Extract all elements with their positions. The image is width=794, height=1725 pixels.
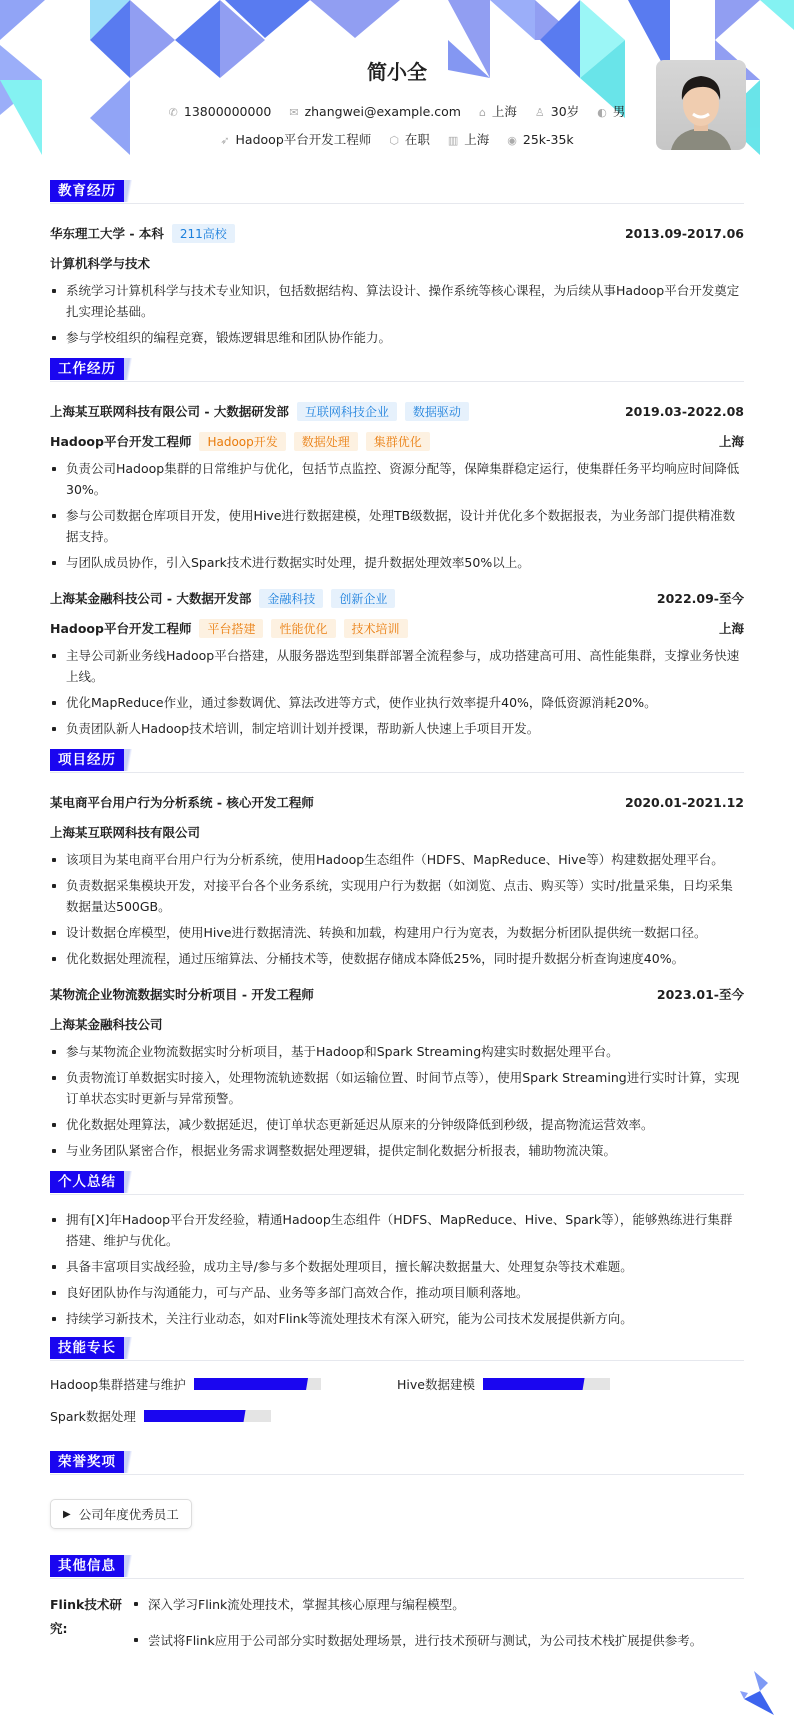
date: 2019.03-2022.08 [624, 403, 744, 419]
list-item: 负责数据采集模块开发，对接平台各个业务系统，实现用户行为数据（如浏览、点击、购买等）实时/批量采集，日均采集数据量达500GB。 [50, 875, 744, 917]
major: 计算机科学与技术 [50, 256, 151, 271]
list-item: 负责物流订单数据实时接入，处理物流轨迹数据（如运输位置、时间节点等），使用Spark Streaming进行实时计算，实现订单状态实时更新与异常预警。 [50, 1067, 744, 1109]
job-intent [50, 130, 744, 148]
list-item: 参与学校组织的编程竞赛，锻炼逻辑思维和团队协作能力。 [50, 327, 744, 348]
project-company: 上海某金融科技公司 [50, 1017, 163, 1032]
list-item: 与团队成员协作，引入Spark技术进行数据实时处理，提升数据处理效率50%以上。 [50, 552, 744, 573]
skill-tag: 技术培训 [344, 619, 408, 638]
company: 上海某互联网科技有限公司 - 大数据研发部 [50, 404, 289, 419]
location: 上海 [718, 621, 744, 636]
school-tag: 211高校 [172, 224, 235, 243]
skill-tag: 性能优化 [271, 619, 335, 638]
company: 上海某金融科技公司 - 大数据开发部 [50, 591, 252, 606]
list-item: 主导公司新业务线Hadoop平台搭建，从服务器选型到集群部署全流程参与，成功搭建高可用、高性能集群，支撑业务快速上线。 [50, 645, 744, 687]
role: Hadoop平台开发工程师 [50, 621, 192, 636]
project-title: 某物流企业物流数据实时分析项目 - 开发工程师 [50, 987, 314, 1002]
section-title: 教育经历 [50, 180, 124, 202]
candidate-name: 简小全 [367, 60, 427, 84]
list-item: 负责公司Hadoop集群的日常维护与优化，包括节点监控、资源分配等，保障集群稳定运行，使集群任务平均响应时间降低30%。 [50, 458, 744, 500]
job-status: 在职 [404, 132, 430, 147]
skill-tag: 数据处理 [294, 432, 358, 451]
phone-icon: ✆ [168, 106, 178, 119]
age: 30岁 [550, 104, 580, 119]
list-item: 优化数据处理算法，减少数据延迟，使订单状态更新延迟从原来的分钟级降低到秒级，提高物流运营效率。 [50, 1114, 744, 1135]
company-tag: 金融科技 [259, 589, 323, 608]
list-item: 优化MapReduce作业，通过参数调优、算法改进等方式，使作业执行效率提升40%，降低资源消耗20%。 [50, 692, 744, 713]
section-title: 荣誉奖项 [50, 1451, 124, 1473]
skill-bar-fill [194, 1378, 308, 1390]
skill-bar-fill [483, 1378, 585, 1390]
company-tag: 数据驱动 [405, 402, 469, 421]
building-icon: ▥ [447, 134, 459, 147]
list-item: 参与公司数据仓库项目开发，使用Hive进行数据建模，处理TB级数据，设计并优化多个数据报表，为业务部门提供精准数据支持。 [50, 505, 744, 547]
skill-name: Hadoop集群搭建与维护 [50, 1377, 186, 1392]
skill-item [50, 1407, 397, 1425]
target-city: 上海 [464, 132, 490, 147]
skill-bar [194, 1378, 321, 1390]
role: Hadoop平台开发工程师 [50, 434, 192, 449]
list-item: 尝试将Flink应用于公司部分实时数据处理场景，进行技术预研与测试，为公司技术栈扩展提供参考。 [132, 1629, 702, 1653]
project-title: 某电商平台用户行为分析系统 - 核心开发工程师 [50, 795, 314, 810]
skill-item [397, 1375, 744, 1393]
skill-bar [144, 1410, 271, 1422]
school: 华东理工大学 - 本科 [50, 226, 164, 241]
gender-icon: ◐ [597, 106, 607, 119]
section-title: 个人总结 [50, 1171, 124, 1193]
skill-item [50, 1375, 397, 1393]
send-icon: ➶ [220, 134, 230, 147]
mail-icon: ✉ [289, 106, 299, 119]
list-item: 负责团队新人Hadoop技术培训，制定培训计划并授课，帮助新人快速上手项目开发。 [50, 718, 744, 739]
job-title: Hadoop平台开发工程师 [235, 132, 372, 147]
projects-section [50, 749, 744, 1161]
other-label: Flink技术研究: [50, 1597, 122, 1636]
other-section [50, 1555, 744, 1665]
status-icon: ⬡ [389, 134, 399, 147]
salary-icon: ◉ [507, 134, 517, 147]
email[interactable]: zhangwei@example.com [304, 104, 461, 119]
resume-header [50, 0, 744, 176]
work-section [50, 358, 744, 739]
caret-right-icon: ▶ [63, 1508, 71, 1520]
phone: 13800000000 [183, 104, 272, 119]
summary-section [50, 1171, 744, 1329]
section-title: 项目经历 [50, 749, 124, 771]
skill-name: Spark数据处理 [50, 1409, 136, 1424]
list-item: 系统学习计算机科学与技术专业知识，包括数据结构、算法设计、操作系统等核心课程，为后续从事Hadoop平台开发奠定扎实理论基础。 [50, 280, 744, 322]
list-item: 良好团队协作与沟通能力，可与产品、业务等多部门高效合作，推动项目顺利落地。 [50, 1282, 744, 1303]
section-title: 工作经历 [50, 358, 124, 380]
list-item: 具备丰富项目实战经验，成功主导/参与多个数据处理项目，擅长解决数据量大、处理复杂等技术难题。 [50, 1256, 744, 1277]
education-section [50, 180, 744, 348]
salary: 25k-35k [522, 132, 574, 147]
list-item: 拥有[X]年Hadoop平台开发经验，精通Hadoop生态组件（HDFS、MapReduce、Hive、Spark等），能够熟练进行集群搭建、维护与优化。 [50, 1209, 744, 1251]
awards-section [50, 1451, 744, 1551]
project-company: 上海某互联网科技有限公司 [50, 825, 201, 840]
award-item[interactable] [50, 1499, 192, 1529]
section-title: 技能专长 [50, 1337, 124, 1359]
skill-bar [483, 1378, 610, 1390]
company-tag: 互联网科技企业 [297, 402, 397, 421]
skill-bar-fill [144, 1410, 246, 1422]
work-item [50, 396, 744, 573]
company-tag: 创新企业 [331, 589, 395, 608]
list-item: 该项目为某电商平台用户行为分析系统，使用Hadoop生态组件（HDFS、MapReduce、Hive等）构建数据处理平台。 [50, 849, 744, 870]
skills-section [50, 1337, 744, 1425]
list-item: 参与某物流企业物流数据实时分析项目，基于Hadoop和Spark Streaming构建实时数据处理平台。 [50, 1041, 744, 1062]
date: 2022.09-至今 [656, 591, 744, 606]
project-item [50, 979, 744, 1161]
skill-tag: 集群优化 [366, 432, 430, 451]
list-item: 持续学习新技术，关注行业动态，如对Flink等流处理技术有深入研究，能为公司技术发展提供新方向。 [50, 1308, 744, 1329]
skill-tag: 平台搭建 [199, 619, 263, 638]
skill-name: Hive数据建模 [397, 1377, 475, 1392]
city: 上海 [491, 104, 517, 119]
skill-tag: Hadoop开发 [199, 432, 285, 451]
list-item: 优化数据处理流程，通过压缩算法、分桶技术等，使数据存储成本降低25%，同时提升数据分析查询速度40%。 [50, 948, 744, 969]
gender: 男 [612, 104, 626, 119]
date: 2020.01-2021.12 [624, 794, 744, 810]
avatar-photo [656, 60, 746, 150]
work-item [50, 583, 744, 739]
section-title: 其他信息 [50, 1555, 124, 1577]
project-item [50, 787, 744, 969]
date: 2023.01-至今 [656, 987, 744, 1002]
age-icon: ♙ [534, 106, 545, 119]
award-label: 公司年度优秀员工 [78, 1507, 179, 1522]
list-item: 设计数据仓库模型，使用Hive进行数据清洗、转换和加载，构建用户行为宽表，为数据分析团队提供统一数据口径。 [50, 922, 744, 943]
location: 上海 [718, 434, 744, 449]
date: 2013.09-2017.06 [624, 225, 744, 241]
home-icon: ⌂ [478, 106, 486, 119]
list-item: 深入学习Flink流处理技术，掌握其核心原理与编程模型。 [132, 1593, 702, 1617]
contact-info [50, 102, 744, 120]
corner-logo-icon [740, 1671, 776, 1719]
list-item: 与业务团队紧密合作，根据业务需求调整数据处理逻辑，提供定制化数据分析报表，辅助物流决策。 [50, 1140, 744, 1161]
